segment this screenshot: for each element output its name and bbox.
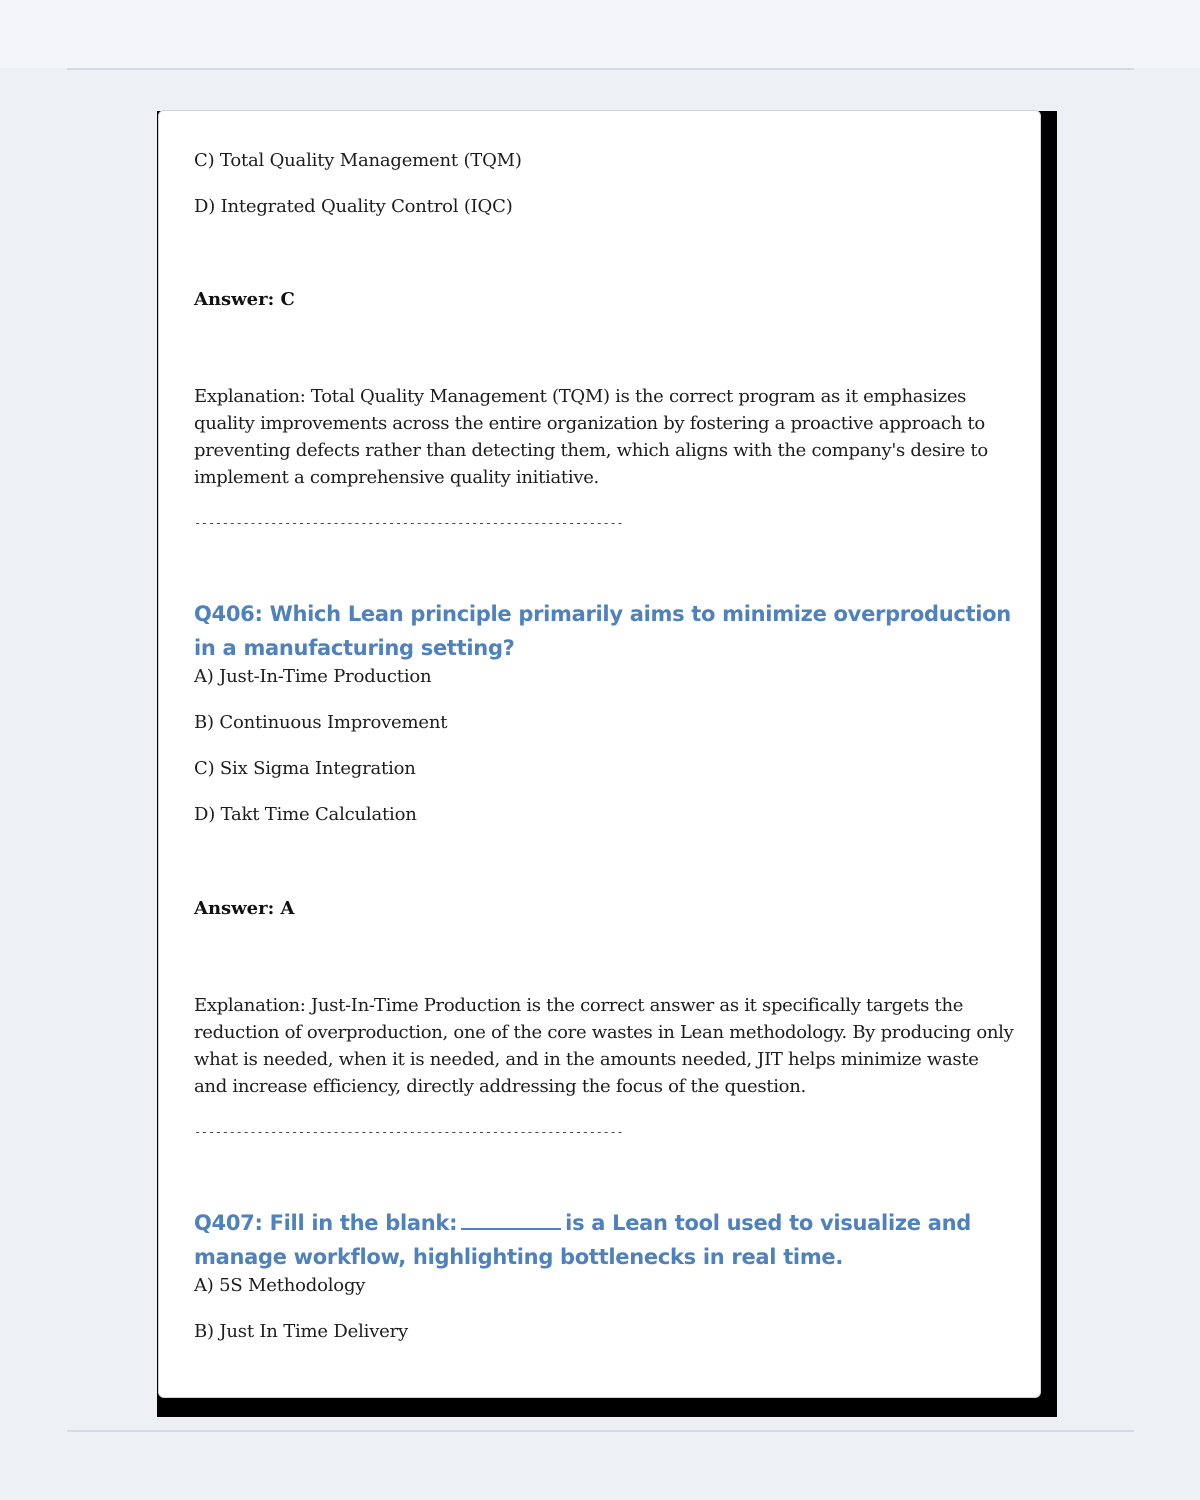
separator-line: -------------------------------------------------------------- bbox=[194, 516, 624, 530]
explanation-text: Explanation: Total Quality Management (TQM) is the correct program as it emphasizes quality improvements across the entire organization by fostering a proactive approach to preventing defects rather than detecting them, which aligns with the company's desire to implement a comprehensive quality initiative. bbox=[194, 386, 988, 488]
fill-blank bbox=[461, 1208, 561, 1230]
option-a: A) Just-In-Time Production bbox=[194, 666, 432, 687]
document-page bbox=[158, 110, 1041, 1398]
option-d: D) Takt Time Calculation bbox=[194, 804, 417, 825]
option-c: C) Six Sigma Integration bbox=[194, 758, 416, 779]
explanation-text: Explanation: Just-In-Time Production is the correct answer as it specifically targets the reduction of overproduction, one of the core wastes in Lean methodology. By producing only what is needed, when it is needed, and in the amounts needed, JIT helps minimize waste and increase efficiency, directly addressing the focus of the question. bbox=[194, 995, 1014, 1097]
answer-label: Answer: C bbox=[194, 289, 295, 310]
option-a: A) 5S Methodology bbox=[194, 1275, 366, 1296]
question-q406: Q406: Which Lean principle primarily aims to minimize overproduction in a manufacturing setting? bbox=[194, 602, 1011, 660]
separator-line: -------------------------------------------------------------- bbox=[194, 1125, 624, 1139]
question-q407-start: Q407: Fill in the blank: bbox=[194, 1211, 458, 1235]
page-content bbox=[194, 149, 1014, 1366]
question-q407-end: is a Lean tool used to visualize and manage workflow, highlighting bottlenecks in real time. bbox=[194, 1211, 971, 1269]
option-b: B) Continuous Improvement bbox=[194, 712, 448, 733]
bottom-divider bbox=[67, 1430, 1134, 1432]
top-divider bbox=[67, 68, 1134, 70]
option-b: B) Just In Time Delivery bbox=[194, 1321, 408, 1342]
answer-label: Answer: A bbox=[194, 898, 295, 919]
option-c: C) Total Quality Management (TQM) bbox=[194, 150, 522, 171]
option-d: D) Integrated Quality Control (IQC) bbox=[194, 196, 513, 217]
question-q407 bbox=[194, 1206, 1014, 1274]
top-bar bbox=[0, 0, 1200, 68]
